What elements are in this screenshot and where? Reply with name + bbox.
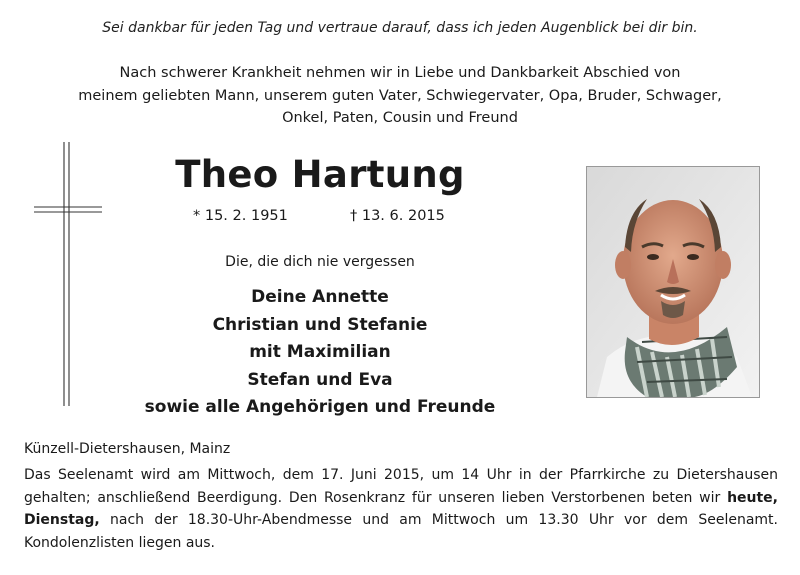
details-text-1: Das Seelenamt wird am Mittwoch, dem 17. Juni 2015, um 14 Uhr in der Pfarrkirche zu Dietershausen gehalten; anschließend Beerdigung. Den Rosenkranz für unseren lieben Verstorbenen beten wir — [24, 467, 778, 506]
cross-icon — [30, 140, 106, 408]
mourners-list — [120, 284, 520, 422]
service-details — [24, 464, 778, 554]
deceased-name: Theo Hartung — [175, 153, 465, 196]
intro-line: Nach schwerer Krankheit nehmen wir in Liebe und Dankbarkeit Abschied von — [119, 65, 681, 81]
intro-line: Onkel, Paten, Cousin und Freund — [282, 110, 518, 126]
portrait-photo — [586, 166, 760, 398]
details-text-2: nach der 18.30-Uhr-Abendmesse und am Mittwoch um 13.30 Uhr vor dem Seelenamt. Kondolenzlisten liegen aus. — [24, 512, 778, 551]
intro-text — [60, 62, 740, 130]
mourner-line: sowie alle Angehörigen und Freunde — [144, 397, 496, 417]
tagline: Die, die dich nie vergessen — [225, 254, 415, 270]
mourner-line: Deine Annette — [251, 287, 389, 307]
birth-date: * 15. 2. 1951 — [193, 208, 288, 224]
motto-quote: Sei dankbar für jeden Tag und vertraue darauf, dass ich jeden Augenblick bei dir bin. — [102, 20, 698, 36]
death-date: † 13. 6. 2015 — [350, 208, 445, 224]
mourner-line: mit Maximilian — [249, 342, 391, 362]
place-line: Künzell-Dietershausen, Mainz — [24, 441, 231, 457]
details-emphasis: heute, Dienstag, — [24, 489, 778, 528]
mourner-line: Stefan und Eva — [247, 369, 393, 390]
mourner-line: Christian und Stefanie — [212, 314, 428, 335]
intro-line: meinem geliebten Mann, unserem guten Vater, Schwiegervater, Opa, Bruder, Schwager, — [78, 87, 722, 104]
